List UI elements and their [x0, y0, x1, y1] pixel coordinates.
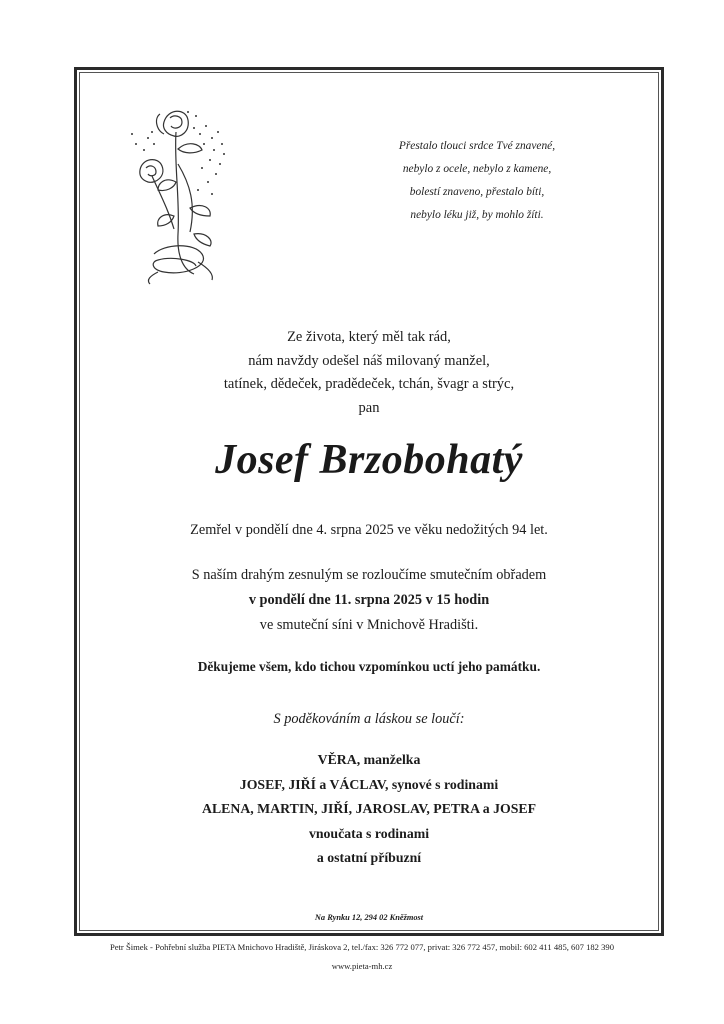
- mourner-line: a ostatní příbuzní: [316, 850, 422, 865]
- funeral-service-footer: Petr Šimek - Pohřební služba PIETA Mnichovo Hradiště, Jiráskova 2, tel./fax: 326 772 077, privat: 326 772 457, mobil: 602 411 485, 607 182 390: [109, 942, 615, 952]
- ceremony-info: [80, 563, 658, 638]
- poem-line: nebylo z ocele, nebylo z kamene,: [402, 163, 552, 175]
- intro-line: tatínek, dědeček, pradědeček, tchán, švagr a strýc,: [223, 376, 515, 392]
- website-text: www.pieta-mh.cz: [331, 961, 393, 971]
- poem-line: nebylo léku již, by mohlo žíti.: [410, 209, 544, 221]
- poem-line: bolestí znaveno, přestalo bíti,: [409, 186, 545, 198]
- deceased-name: Josef Brzobohatý: [215, 437, 523, 483]
- ceremony-date: v pondělí dne 11. srpna 2025 v 15 hodin: [248, 592, 490, 608]
- mourners-list: [80, 748, 658, 871]
- death-date-text: Zemřel v pondělí dne 4. srpna 2025 ve věku nedožitých 94 let.: [190, 522, 548, 538]
- poem-line: Přestalo tlouci srdce Tvé znavené,: [398, 140, 556, 152]
- intro-line: pan: [358, 399, 380, 416]
- mourner-line: ALENA, MARTIN, JIŘÍ, JAROSLAV, PETRA a JOSEF: [201, 801, 537, 816]
- mourner-line: JOSEF, JIŘÍ a VÁCLAV, synové s rodinami: [239, 776, 499, 792]
- intro-line: nám navždy odešel náš milovaný manžel,: [248, 352, 490, 369]
- thanks-text: Děkujeme všem, kdo tichou vzpomínkou uctí jeho památku.: [197, 659, 541, 674]
- poem: [362, 135, 592, 227]
- intro-line: Ze života, který měl tak rád,: [287, 329, 451, 345]
- farewell-heading: S poděkováním a láskou se loučí:: [273, 711, 465, 727]
- address-text: Na Rynku 12, 294 02 Kněžmost: [314, 913, 424, 922]
- ceremony-place: ve smuteční síni v Mnichově Hradišti.: [259, 617, 479, 633]
- mourner-line: VĚRA, manželka: [317, 752, 421, 767]
- mourner-line: vnoučata s rodinami: [308, 825, 430, 841]
- rose-illustration: [124, 104, 230, 286]
- intro-text: [80, 326, 658, 420]
- ceremony-line: S naším drahým zesnulým se rozloučíme smutečním obřadem: [191, 567, 547, 583]
